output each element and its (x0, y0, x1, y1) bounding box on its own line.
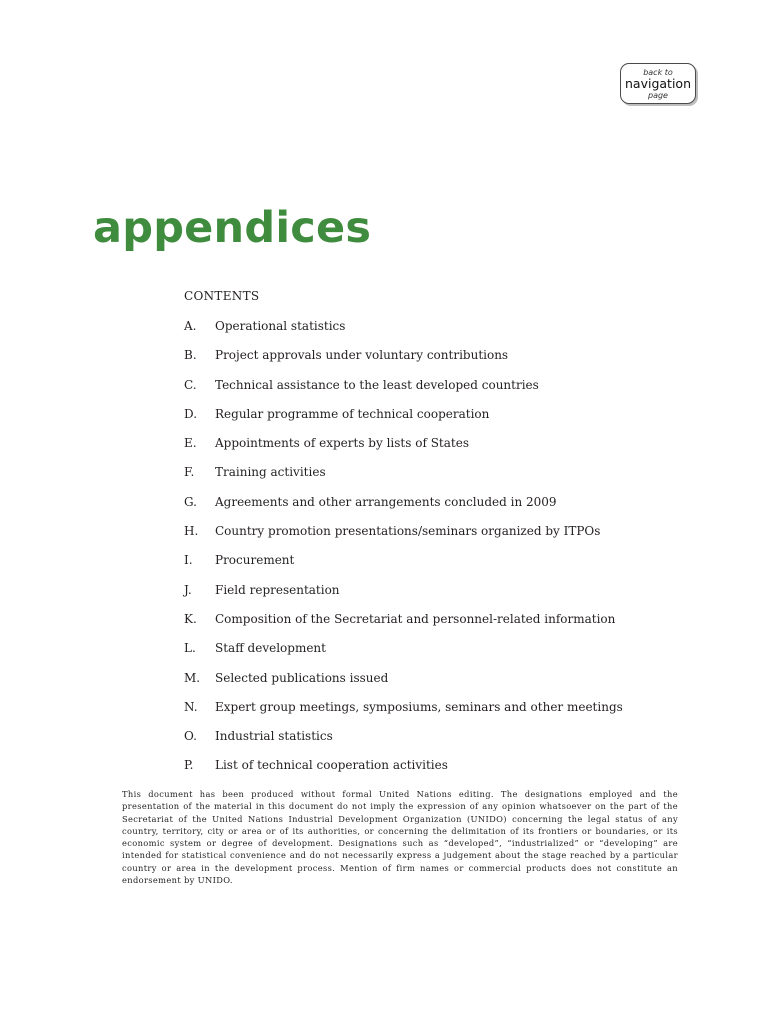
page-title: appendices (93, 203, 372, 253)
contents-item-e[interactable] (184, 435, 623, 464)
contents-heading: CONTENTS (184, 289, 260, 303)
contents-item-letter: K. (184, 611, 197, 626)
contents-item-l[interactable] (184, 640, 623, 669)
contents-item-letter: I. (184, 553, 193, 568)
contents-item-c[interactable] (184, 377, 623, 406)
contents-item-letter: P. (184, 758, 194, 773)
contents-item-letter: J. (184, 582, 192, 597)
contents-item-text: Appointments of experts by lists of States (215, 436, 469, 451)
disclaimer-text: This document has been produced without formal United Nations editing. The designations employed and the presentation of the material in this document do not imply the expression of any opinion whatsoever on the part of the Secretariat of the United Nations Industrial Development Organization (UNIDO) concerning the legal status of any country, territory, city or area or of its authorities, or concerning the delimitation of its frontiers or boundaries, or its economic system or degree of development. Designations such as “developed”, “industrialized” or “developing” are intended for statistical convenience and do not necessarily express a judgement about the stage reached by a particular country or area in the development process. Mention of firm names or commercial products does not constitute an endorsement by UNIDO. (122, 789, 678, 886)
contents-item-letter: L. (184, 641, 196, 656)
contents-item-text: Selected publications issued (215, 670, 389, 685)
contents-item-g[interactable] (184, 494, 623, 523)
contents-item-text: Country promotion presentations/seminars organized by ITPOs (215, 524, 601, 539)
contents-item-letter: C. (184, 377, 197, 392)
contents-item-k[interactable] (184, 611, 623, 640)
contents-item-letter: H. (184, 524, 199, 539)
nav-button-line2: navigation (625, 76, 691, 91)
contents-item-text: Regular programme of technical cooperation (215, 406, 490, 421)
contents-item-text: Staff development (215, 641, 326, 656)
contents-item-text: Procurement (215, 553, 295, 568)
contents-item-text: Composition of the Secretariat and personnel-related information (215, 611, 616, 626)
contents-item-n[interactable] (184, 699, 623, 728)
contents-item-i[interactable] (184, 552, 623, 581)
contents-item-letter: E. (184, 436, 197, 451)
nav-button-line3: page (648, 91, 668, 100)
nav-button-line1: back to (643, 68, 673, 77)
contents-item-p[interactable] (184, 757, 623, 786)
contents-item-f[interactable] (184, 464, 623, 493)
contents-item-text: Expert group meetings, symposiums, seminars and other meetings (215, 699, 623, 714)
contents-item-letter: G. (184, 494, 197, 509)
contents-item-text: Operational statistics (215, 319, 346, 333)
contents-item-letter: F. (184, 465, 195, 480)
contents-item-text: Field representation (215, 582, 340, 597)
contents-item-text: Training activities (215, 465, 326, 480)
contents-item-j[interactable] (184, 582, 623, 611)
contents-item-a[interactable] (184, 318, 623, 347)
contents-item-text: Technical assistance to the least developed countries (215, 377, 539, 392)
contents-item-letter: O. (184, 729, 197, 744)
contents-item-m[interactable] (184, 670, 623, 699)
contents-item-letter: B. (184, 348, 197, 363)
contents-item-letter: N. (184, 699, 198, 714)
contents-item-d[interactable] (184, 406, 623, 435)
contents-item-text: Project approvals under voluntary contributions (215, 348, 509, 363)
contents-item-text: Agreements and other arrangements concluded in 2009 (215, 494, 557, 509)
contents-item-b[interactable] (184, 347, 623, 376)
contents-list (184, 318, 623, 787)
contents-item-h[interactable] (184, 523, 623, 552)
contents-item-o[interactable] (184, 728, 623, 757)
contents-item-letter: D. (184, 406, 198, 421)
contents-item-letter: M. (184, 670, 201, 685)
back-to-navigation-button[interactable] (620, 63, 696, 104)
contents-item-letter: A. (184, 319, 197, 333)
contents-item-text: List of technical cooperation activities (215, 758, 448, 773)
contents-item-text: Industrial statistics (215, 729, 333, 744)
